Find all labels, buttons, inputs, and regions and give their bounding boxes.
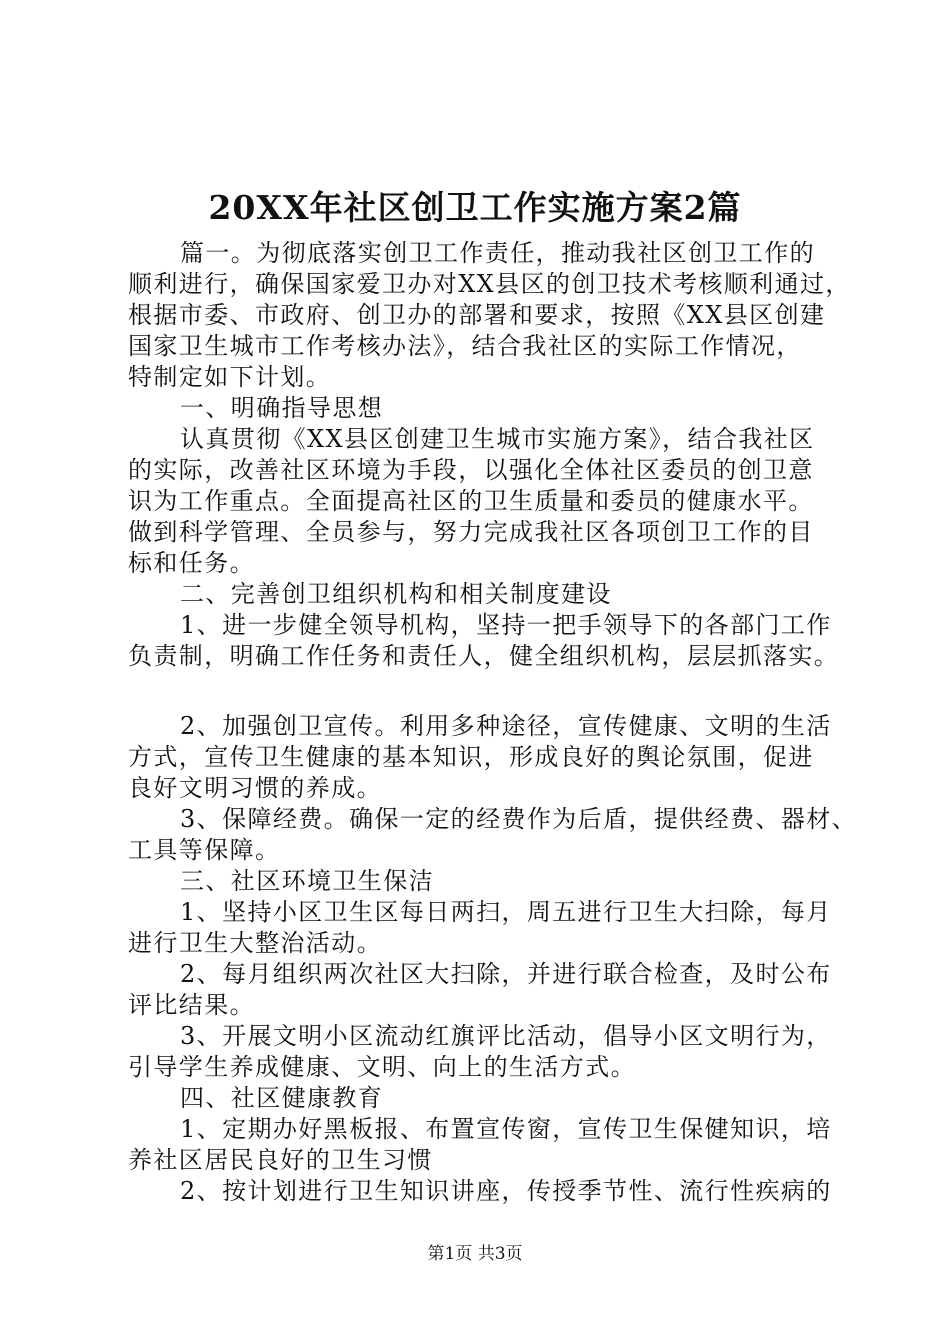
paragraph-line: 做到科学管理、全员参与，努力完成我社区各项创卫工作的目 xyxy=(128,518,814,546)
paragraph-line: 篇一。为彻底落实创卫工作责任，推动我社区创卫工作的 xyxy=(180,239,815,267)
paragraph-line: 3、开展文明小区流动红旗评比活动，倡导小区文明行为， xyxy=(180,1022,832,1050)
paragraph-line: 的实际，改善社区环境为手段，以强化全体社区委员的创卫意 xyxy=(128,456,814,484)
paragraph-line: 方式，宣传卫生健康的基本知识，形成良好的舆论氛围，促进 xyxy=(128,743,814,771)
paragraph-line: 标和任务。 xyxy=(128,549,255,577)
document-body xyxy=(128,238,858,1207)
paragraph-line: 工具等保障。 xyxy=(128,836,281,864)
paragraph-line: 引导学生养成健康、文明、向上的生活方式。 xyxy=(128,1053,636,1081)
paragraph-line: 3、保障经费。确保一定的经费作为后盾，提供经费、器材、 xyxy=(180,805,858,833)
paragraph-line: 根据市委、市政府、创卫办的部署和要求，按照《XX县区创建 xyxy=(128,301,826,329)
paragraph-line: 2、加强创卫宣传。利用多种途径，宣传健康、文明的生活 xyxy=(180,712,832,740)
paragraph-line: 2、每月组织两次社区大扫除，并进行联合检查，及时公布 xyxy=(180,960,832,988)
paragraph-line: 国家卫生城市工作考核办法》，结合我社区的实际工作情况， xyxy=(128,332,802,360)
paragraph-line: 特制定如下计划。 xyxy=(128,363,332,391)
paragraph-line: 1、坚持小区卫生区每日两扫，周五进行卫生大扫除，每月 xyxy=(180,898,832,926)
paragraph-line: 1、定期办好黑板报、布置宣传窗，宣传卫生保健知识，培 xyxy=(180,1115,832,1143)
paragraph-line: 顺利进行，确保国家爱卫办对XX县区的创卫技术考核顺利通过， xyxy=(128,270,851,298)
paragraph-line: 进行卫生大整治活动。 xyxy=(128,929,382,957)
paragraph-line: 评比结果。 xyxy=(128,991,255,1019)
section-heading: 四、社区健康教育 xyxy=(180,1084,384,1112)
paragraph-line: 负责制，明确工作任务和责任人，健全组织机构，层层抓落实。 xyxy=(128,642,840,670)
paragraph-line: 2、按计划进行卫生知识讲座，传授季节性、流行性疾病的 xyxy=(180,1177,832,1205)
paragraph-line: 养社区居民良好的卫生习惯 xyxy=(128,1146,433,1174)
paragraph-line: 认真贯彻《XX县区创建卫生城市实施方案》，结合我社区 xyxy=(180,425,815,453)
page-number-footer: 第1页 共3页 xyxy=(427,1244,523,1264)
paragraph-line: 1、进一步健全领导机构，坚持一把手领导下的各部门工作 xyxy=(180,611,832,639)
section-heading: 三、社区环境卫生保洁 xyxy=(180,867,434,895)
paragraph-line: 识为工作重点。全面提高社区的卫生质量和委员的健康水平。 xyxy=(128,487,814,515)
document-title: 20XX年社区创卫工作实施方案2篇 xyxy=(208,188,742,227)
section-heading: 二、完善创卫组织机构和相关制度建设 xyxy=(180,580,612,608)
paragraph-line: 良好文明习惯的养成。 xyxy=(128,774,382,802)
blank-gap xyxy=(128,672,846,711)
section-heading: 一、明确指导思想 xyxy=(180,394,384,422)
